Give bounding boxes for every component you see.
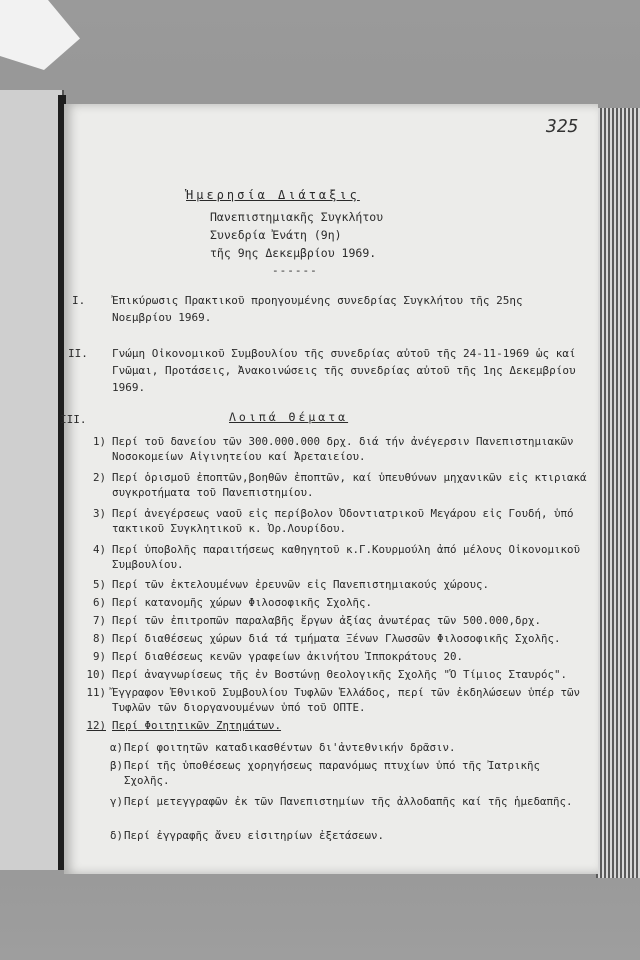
left-facing-page	[0, 90, 64, 870]
agenda-item-text: Περί τοῦ δανείου τῶν 300.000.000 δρχ. διά τήν ἀνέγερσιν Πανεπιστημιακῶν Νοσοκομείων Αἰγινητείου καί Ἀρεταιείου.	[112, 435, 574, 463]
agenda-item-number: 12)	[86, 719, 106, 732]
agenda-item-number: 2)	[92, 471, 106, 484]
agenda-item-number: 8)	[92, 632, 106, 645]
agenda-item-text: Ἔγγραφον Ἐθνικοῦ Συμβουλίου Τυφλῶν Ἑλλάδος, περί τῶν ἐκδηλώσεων ὑπέρ τῶν Τυφλῶν τῶν διοργανουμένων ὑπό τοῦ ΟΠΤΕ.	[112, 686, 581, 714]
page-stack-edge	[596, 108, 640, 878]
section-numeral-1: I.	[72, 294, 86, 307]
section-numeral-3: III.	[60, 413, 87, 426]
agenda-item-number: 5)	[92, 578, 106, 591]
agenda-subitem-letter: δ)	[110, 829, 124, 842]
section-numeral-2: II.	[68, 347, 88, 360]
subtitle-line-1: Πανεπιστημιακῆς Συγκλήτου	[210, 210, 384, 224]
agenda-subitem-text: Περί φοιτητῶν καταδικασθέντων δι'ἀντεθνικήν δρᾶσιν.	[124, 741, 456, 754]
agenda-subitem-letter: α)	[110, 741, 124, 754]
agenda-item-number: 11)	[86, 686, 106, 699]
agenda-item-text: Περί τῶν ἐκτελουμένων ἐρευνῶν εἰς Πανεπιστημιακούς χώρους.	[112, 578, 490, 591]
agenda-subitem-text: Περί τῆς ὑποθέσεως χορηγήσεως παρανόμως πτυχίων ὑπό τῆς Ἰατρικῆς Σχολῆς.	[124, 759, 541, 787]
agenda-subitem-letter: β)	[110, 759, 124, 772]
agenda-item-number: 4)	[92, 543, 106, 556]
agenda-item-number: 1)	[92, 435, 106, 448]
agenda-item-text: Περί κατανομῆς χώρων Φιλοσοφικῆς Σχολῆς.	[112, 596, 373, 609]
agenda-item-number: 9)	[92, 650, 106, 663]
agenda-item-text: Περί διαθέσεως χώρων διά τά τμήματα Ξένων Γλωσσῶν Φιλοσοφικῆς Σχολῆς.	[112, 632, 561, 645]
agenda-item-text: Περί Φοιτητικῶν Ζητημάτων.	[112, 719, 282, 732]
agenda-subitem-text: Περί μετεγγραφῶν ἐκ τῶν Πανεπιστημίων τῆς ἀλλοδαπῆς καί τῆς ἡμεδαπῆς.	[124, 795, 573, 808]
agenda-item-text: Περί ἀναγνωρίσεως τῆς ἐν Βοστώνῃ Θεολογικῆς Σχολῆς "Ὁ Τίμιος Σταυρός".	[112, 668, 568, 681]
document-title: Ἡμερησία Διάταξις	[186, 188, 360, 202]
document-page	[60, 104, 598, 874]
agenda-item-number: 6)	[92, 596, 106, 609]
subtitle-line-3: τῆς 9ης Δεκεμβρίου 1969.	[210, 246, 377, 260]
agenda-item-text: Περί διαθέσεως κενῶν γραφείων ἀκινήτου Ἱπποκράτους 20.	[112, 650, 464, 663]
agenda-item-number: 7)	[92, 614, 106, 627]
subtitle-line-2: Συνεδρία Ἐνάτη (9η)	[210, 228, 342, 242]
agenda-item-text: Περί ὑποβολῆς παραιτήσεως καθηγητοῦ κ.Γ.Κουρμούλη ἀπό μέλους Οἰκονομικοῦ Συμβουλίου.	[112, 543, 581, 571]
section-text-1: Ἐπικύρωσις Πρακτικοῦ προηγουμένης συνεδρίας Συγκλήτου τῆς 25ης Νοεμβρίου 1969.	[112, 294, 523, 324]
agenda-item-text: Περί ὁρισμοῦ ἐποπτῶν,βοηθῶν ἐποπτῶν, καί ὑπευθύνων μηχανικῶν εἰς κτιριακά συγκροτήματα τοῦ Πανεπιστημίου.	[112, 471, 587, 499]
agenda-subitem-text: Περί ἐγγραφῆς ἄνευ εἰσιτηρίων ἐξετάσεων.	[124, 829, 385, 842]
section-heading-3: Λοιπά Θέματα	[229, 410, 349, 424]
title-separator: ------	[272, 264, 318, 277]
agenda-item-number: 3)	[92, 507, 106, 520]
page-number: 325	[546, 116, 579, 137]
agenda-item-text: Περί ἀνεγέρσεως ναοῦ εἰς περίβολον Ὀδοντιατρικοῦ Μεγάρου εἰς Γουδή, ὑπό τακτικοῦ Συγκλητικοῦ κ. Ὀρ.Λουρίδου.	[112, 507, 574, 535]
section-text-2: Γνώμη Οἰκονομικοῦ Συμβουλίου τῆς συνεδρίας αὐτοῦ τῆς 24-11-1969 ὡς καί Γνῶμαι, Προτάσεις, Ἀνακοινώσεις τῆς συνεδρίας αὐτοῦ τῆς 1ης Δεκεμβρίου 1969.	[112, 347, 576, 394]
agenda-item-number: 10)	[86, 668, 106, 681]
agenda-item-text: Περί τῶν ἐπιτροπῶν παραλαβῆς ἔργων ἀξίας ἀνωτέρας τῶν 500.000,δρχ.	[112, 614, 542, 627]
agenda-subitem-letter: γ)	[110, 795, 124, 808]
